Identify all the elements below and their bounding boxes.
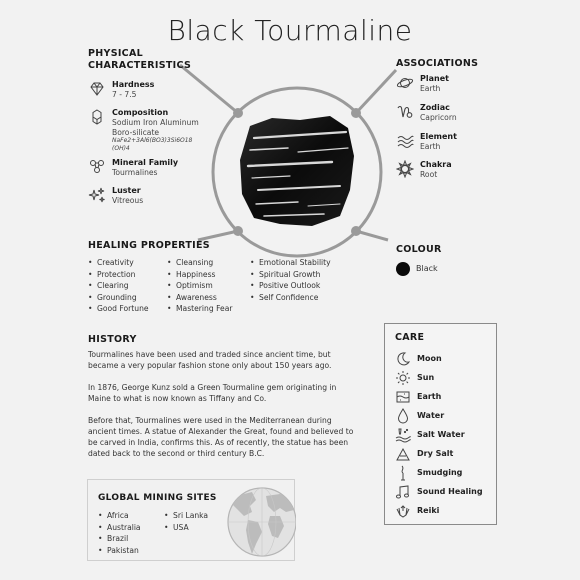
smudging-icon (395, 465, 411, 481)
composition-line1: Sodium Iron Aluminum (112, 118, 199, 127)
association-label: Chakra (420, 160, 452, 169)
mining-column-1 (98, 510, 160, 556)
physical-heading-line2: CHARACTERISTICS (88, 60, 192, 71)
care-item-reiki (395, 501, 495, 520)
list-item: • Mastering Fear (167, 303, 249, 315)
mining-heading: GLOBAL MINING SITES (98, 493, 217, 503)
moon-icon (395, 351, 411, 367)
association-value: Earth (420, 142, 441, 151)
history-paragraph-2: In 1876, George Kunz sold a Green Tourmaline gem originating in Maine to what is now known as Tiffany and Co. (88, 383, 337, 403)
list-item: • Good Fortune (88, 303, 168, 315)
association-label: Planet (420, 74, 449, 83)
list-item: • Protection (88, 269, 168, 281)
capricorn-zodiac-icon (396, 103, 414, 121)
association-value: Capricorn (420, 113, 457, 122)
connector-top-right (356, 70, 396, 113)
association-label: Element (420, 132, 457, 141)
hardness-item (88, 80, 154, 100)
healing-column-3 (250, 257, 360, 303)
list-item: • Optimism (167, 280, 249, 292)
colour-heading: COLOUR (396, 244, 442, 255)
list-item: • Happiness (167, 269, 249, 281)
root-chakra-icon (396, 160, 414, 178)
luster-sparkle-icon (88, 186, 106, 204)
list-item: • Creativity (88, 257, 168, 269)
colour-swatch (396, 262, 410, 276)
list-item: • Self Confidence (250, 292, 360, 304)
mining-column-2 (164, 510, 224, 533)
care-item-sun (395, 368, 495, 387)
list-item: • Africa (98, 510, 160, 522)
black-tourmaline-stone-image (228, 108, 368, 238)
composition-formula-line1: NaFe2+3Al6(BO3)3Si6O18 (112, 137, 193, 144)
care-item-smudging (395, 463, 495, 482)
luster-value: Vitreous (112, 196, 144, 205)
water-drop-icon (395, 408, 411, 424)
reiki-hands-icon (395, 503, 411, 519)
composition-molecule-icon (88, 108, 106, 126)
care-label: Sun (417, 373, 435, 382)
healing-column-1 (88, 257, 168, 315)
care-label: Water (417, 411, 445, 420)
earth-icon (395, 389, 411, 405)
composition-label: Composition (112, 108, 169, 117)
care-item-earth (395, 387, 495, 406)
hardness-value: 7 - 7.5 (112, 90, 137, 99)
care-panel (384, 323, 497, 525)
list-item: • Emotional Stability (250, 257, 360, 269)
history-heading: HISTORY (88, 334, 137, 345)
colour-item (396, 262, 438, 276)
care-label: Sound Healing (417, 487, 483, 496)
association-planet (396, 74, 449, 94)
composition-line2: Boro-silicate (112, 127, 160, 137)
global-mining-sites-panel (87, 479, 295, 561)
colour-value: Black (416, 264, 438, 274)
association-value: Earth (420, 84, 441, 93)
healing-column-2 (167, 257, 249, 315)
association-value: Root (420, 170, 438, 179)
care-label: Smudging (417, 468, 463, 477)
globe-icon (222, 482, 296, 560)
care-label: Reiki (417, 506, 440, 515)
mineral-family-cluster-icon (88, 158, 106, 176)
luster-label: Luster (112, 186, 141, 195)
association-zodiac (396, 103, 457, 123)
hardness-label: Hardness (112, 80, 155, 89)
care-item-dry-salt (395, 444, 495, 463)
association-label: Zodiac (420, 103, 450, 112)
care-item-water (395, 406, 495, 425)
mineral-family-value: Tourmalines (112, 168, 158, 177)
care-item-moon (395, 349, 495, 368)
care-item-salt-water (395, 425, 495, 444)
care-item-sound-healing (395, 482, 495, 501)
list-item: • Grounding (88, 292, 168, 304)
list-item: • Sri Lanka (164, 510, 224, 522)
list-item: • Australia (98, 522, 160, 534)
list-item: • Spiritual Growth (250, 269, 360, 281)
care-heading: CARE (395, 332, 425, 343)
list-item: • Cleansing (167, 257, 249, 269)
care-label: Moon (417, 354, 442, 363)
dry-salt-icon (395, 446, 411, 462)
planet-icon (396, 74, 414, 92)
association-element (396, 132, 457, 152)
sun-icon (395, 370, 411, 386)
composition-formula-line2: (OH)4 (112, 145, 130, 152)
care-label: Earth (417, 392, 442, 401)
list-item: • Awareness (167, 292, 249, 304)
association-chakra (396, 160, 452, 180)
history-paragraph-1: Tourmalines have been used and traded since ancient time, but became a very popular fashion stone only about 150 years ago. (88, 350, 332, 370)
care-label: Salt Water (417, 430, 465, 439)
history-paragraph-3: Before that, Tourmalines were used in the Mediterranean during ancient times. A statue of Alexander the Great, found and believed to be carved in India, confirms this. As of recently, the statue has been dated back to the second or third century B.C. (88, 416, 354, 458)
list-item: • Pakistan (98, 545, 160, 557)
hardness-diamond-icon (88, 80, 106, 98)
list-item: • Clearing (88, 280, 168, 292)
mineral-family-item (88, 158, 178, 178)
luster-item (88, 186, 143, 206)
physical-characteristics-section (88, 48, 228, 72)
page-title: Black Tourmaline (167, 14, 413, 47)
salt-water-icon (395, 427, 411, 443)
list-item: • USA (164, 522, 224, 534)
connector-top-left (180, 65, 238, 113)
healing-properties-heading: HEALING PROPERTIES (88, 240, 210, 251)
mineral-family-label: Mineral Family (112, 158, 179, 167)
sound-healing-icon (395, 484, 411, 500)
physical-heading-line1: PHYSICAL (88, 48, 143, 59)
list-item: • Brazil (98, 533, 160, 545)
associations-heading: ASSOCIATIONS (396, 58, 479, 69)
earth-element-icon (396, 132, 414, 150)
list-item: • Positive Outlook (250, 280, 360, 292)
care-label: Dry Salt (417, 449, 454, 458)
composition-item (88, 108, 199, 153)
care-list (395, 349, 495, 520)
